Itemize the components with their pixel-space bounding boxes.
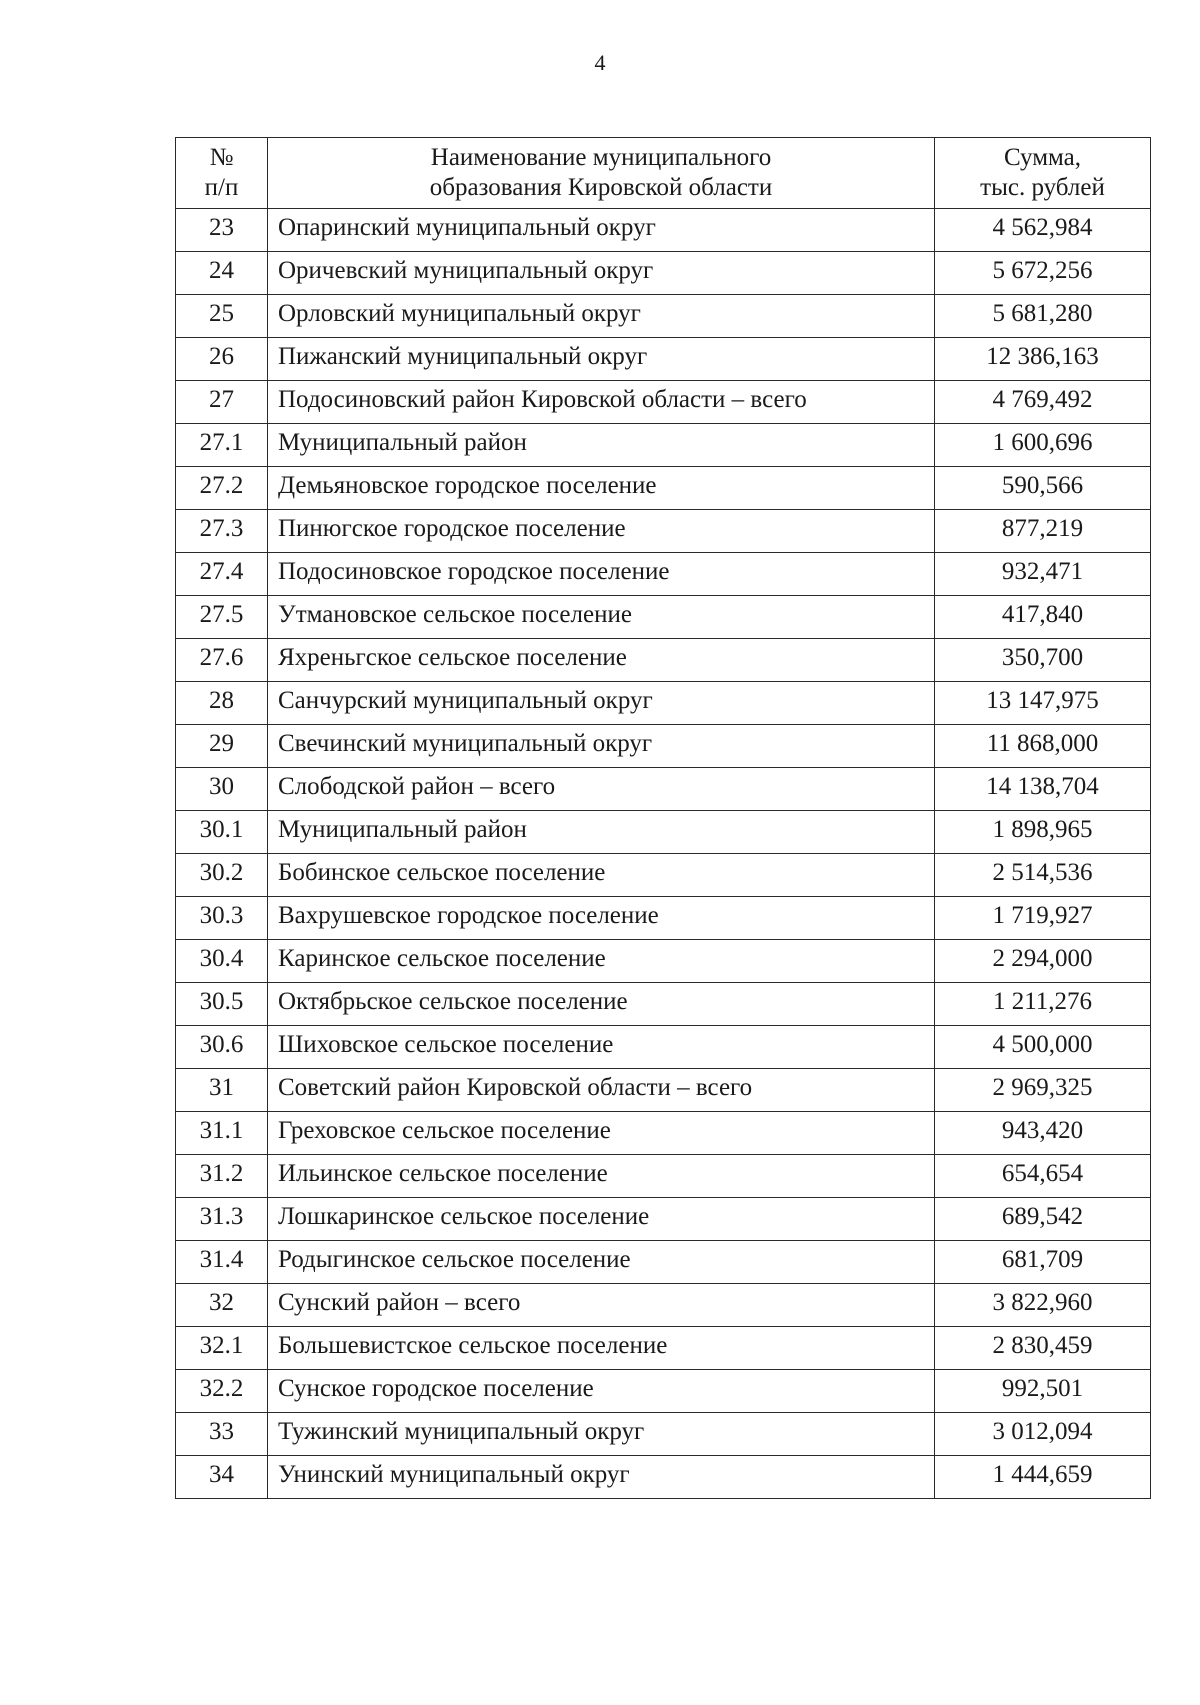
row-number: 34	[176, 1456, 268, 1499]
row-sum: 1 719,927	[935, 897, 1151, 940]
row-name: Муниципальный район	[268, 424, 935, 467]
row-name: Пинюгское городское поселение	[268, 510, 935, 553]
row-sum: 1 898,965	[935, 811, 1151, 854]
header-num-line: №	[209, 144, 234, 171]
table-row	[176, 811, 1151, 854]
row-sum: 4 769,492	[935, 381, 1151, 424]
row-name: Слободской район – всего	[268, 768, 935, 811]
row-name: Утмановское сельское поселение	[268, 596, 935, 639]
row-number: 33	[176, 1413, 268, 1456]
row-name: Родыгинское сельское поселение	[268, 1241, 935, 1284]
row-sum: 992,501	[935, 1370, 1151, 1413]
row-sum: 3 822,960	[935, 1284, 1151, 1327]
row-name: Лошкаринское сельское поселение	[268, 1198, 935, 1241]
table-row	[176, 209, 1151, 252]
table-row	[176, 1112, 1151, 1155]
row-sum: 13 147,975	[935, 682, 1151, 725]
header-sum-line: Сумма,	[1003, 144, 1082, 171]
row-name: Подосиновское городское поселение	[268, 553, 935, 596]
table-row	[176, 510, 1151, 553]
row-sum: 12 386,163	[935, 338, 1151, 381]
row-number: 27.2	[176, 467, 268, 510]
table-row	[176, 725, 1151, 768]
table-row	[176, 1241, 1151, 1284]
page-number: 4	[594, 50, 606, 75]
table-row	[176, 639, 1151, 682]
table-row	[176, 381, 1151, 424]
row-name: Санчурский муниципальный округ	[268, 682, 935, 725]
table-row	[176, 682, 1151, 725]
row-sum: 943,420	[935, 1112, 1151, 1155]
row-name: Советский район Кировской области – всего	[268, 1069, 935, 1112]
row-number: 32	[176, 1284, 268, 1327]
row-sum: 350,700	[935, 639, 1151, 682]
row-number: 31.1	[176, 1112, 268, 1155]
row-name: Орловский муниципальный округ	[268, 295, 935, 338]
row-sum: 1 211,276	[935, 983, 1151, 1026]
row-number: 29	[176, 725, 268, 768]
table-body	[176, 209, 1151, 1499]
table-row	[176, 1198, 1151, 1241]
row-name: Пижанский муниципальный округ	[268, 338, 935, 381]
table-header-row	[176, 138, 1151, 209]
row-sum: 417,840	[935, 596, 1151, 639]
allocation-table	[175, 137, 1151, 1499]
header-name-line: Наименование муниципального	[430, 144, 772, 171]
table-row	[176, 467, 1151, 510]
header-sum	[935, 138, 1151, 209]
table-row	[176, 424, 1151, 467]
row-sum: 689,542	[935, 1198, 1151, 1241]
row-name: Муниципальный район	[268, 811, 935, 854]
row-name: Яхреньгское сельское поселение	[268, 639, 935, 682]
row-number: 23	[176, 209, 268, 252]
header-name	[268, 138, 935, 209]
row-sum: 2 969,325	[935, 1069, 1151, 1112]
table-row	[176, 1026, 1151, 1069]
row-number: 27	[176, 381, 268, 424]
row-number: 32.1	[176, 1327, 268, 1370]
row-sum: 1 444,659	[935, 1456, 1151, 1499]
row-number: 24	[176, 252, 268, 295]
row-number: 30.2	[176, 854, 268, 897]
row-sum: 2 294,000	[935, 940, 1151, 983]
table-row	[176, 252, 1151, 295]
row-name: Свечинский муниципальный округ	[268, 725, 935, 768]
row-number: 30.5	[176, 983, 268, 1026]
row-number: 30.1	[176, 811, 268, 854]
row-sum: 932,471	[935, 553, 1151, 596]
row-number: 30	[176, 768, 268, 811]
row-name: Октябрьское сельское поселение	[268, 983, 935, 1026]
row-number: 27.5	[176, 596, 268, 639]
row-number: 27.1	[176, 424, 268, 467]
row-number: 31.3	[176, 1198, 268, 1241]
table-row	[176, 338, 1151, 381]
row-sum: 1 600,696	[935, 424, 1151, 467]
row-number: 27.4	[176, 553, 268, 596]
row-sum: 590,566	[935, 467, 1151, 510]
table-header	[176, 138, 1151, 209]
table-row	[176, 768, 1151, 811]
row-sum: 4 562,984	[935, 209, 1151, 252]
table-row	[176, 940, 1151, 983]
row-number: 32.2	[176, 1370, 268, 1413]
row-name: Каринское сельское поселение	[268, 940, 935, 983]
row-sum: 2 514,536	[935, 854, 1151, 897]
table-row	[176, 1413, 1151, 1456]
row-name: Сунский район – всего	[268, 1284, 935, 1327]
header-name-line: образования Кировской области	[429, 174, 773, 201]
table-row	[176, 295, 1151, 338]
row-number: 25	[176, 295, 268, 338]
row-name: Ильинское сельское поселение	[268, 1155, 935, 1198]
table-row	[176, 1456, 1151, 1499]
table-row	[176, 1155, 1151, 1198]
row-sum: 2 830,459	[935, 1327, 1151, 1370]
row-number: 30.3	[176, 897, 268, 940]
header-num	[176, 138, 268, 209]
row-number: 30.4	[176, 940, 268, 983]
row-sum: 877,219	[935, 510, 1151, 553]
row-number: 31.4	[176, 1241, 268, 1284]
row-sum: 5 681,280	[935, 295, 1151, 338]
row-name: Шиховское сельское поселение	[268, 1026, 935, 1069]
table-row	[176, 854, 1151, 897]
row-sum: 3 012,094	[935, 1413, 1151, 1456]
table-row	[176, 596, 1151, 639]
row-name: Большевистское сельское поселение	[268, 1327, 935, 1370]
row-sum: 5 672,256	[935, 252, 1151, 295]
table-row	[176, 1327, 1151, 1370]
row-sum: 654,654	[935, 1155, 1151, 1198]
row-name: Подосиновский район Кировской области – всего	[268, 381, 935, 424]
row-sum: 11 868,000	[935, 725, 1151, 768]
row-number: 31	[176, 1069, 268, 1112]
row-number: 31.2	[176, 1155, 268, 1198]
row-name: Вахрушевское городское поселение	[268, 897, 935, 940]
row-number: 30.6	[176, 1026, 268, 1069]
row-number: 27.6	[176, 639, 268, 682]
row-name: Тужинский муниципальный округ	[268, 1413, 935, 1456]
table-row	[176, 1069, 1151, 1112]
table-row	[176, 553, 1151, 596]
header-num-line: п/п	[204, 174, 239, 201]
row-sum: 14 138,704	[935, 768, 1151, 811]
table-row	[176, 983, 1151, 1026]
header-sum-line: тыс. рублей	[980, 174, 1105, 201]
row-sum: 4 500,000	[935, 1026, 1151, 1069]
row-name: Демьяновское городское поселение	[268, 467, 935, 510]
row-name: Бобинское сельское поселение	[268, 854, 935, 897]
row-number: 26	[176, 338, 268, 381]
row-number: 27.3	[176, 510, 268, 553]
row-name: Опаринский муниципальный округ	[268, 209, 935, 252]
row-name: Оричевский муниципальный округ	[268, 252, 935, 295]
table-row	[176, 1284, 1151, 1327]
row-name: Сунское городское поселение	[268, 1370, 935, 1413]
table-row	[176, 1370, 1151, 1413]
row-name: Греховское сельское поселение	[268, 1112, 935, 1155]
table-row	[176, 897, 1151, 940]
row-name: Унинский муниципальный округ	[268, 1456, 935, 1499]
row-sum: 681,709	[935, 1241, 1151, 1284]
row-number: 28	[176, 682, 268, 725]
